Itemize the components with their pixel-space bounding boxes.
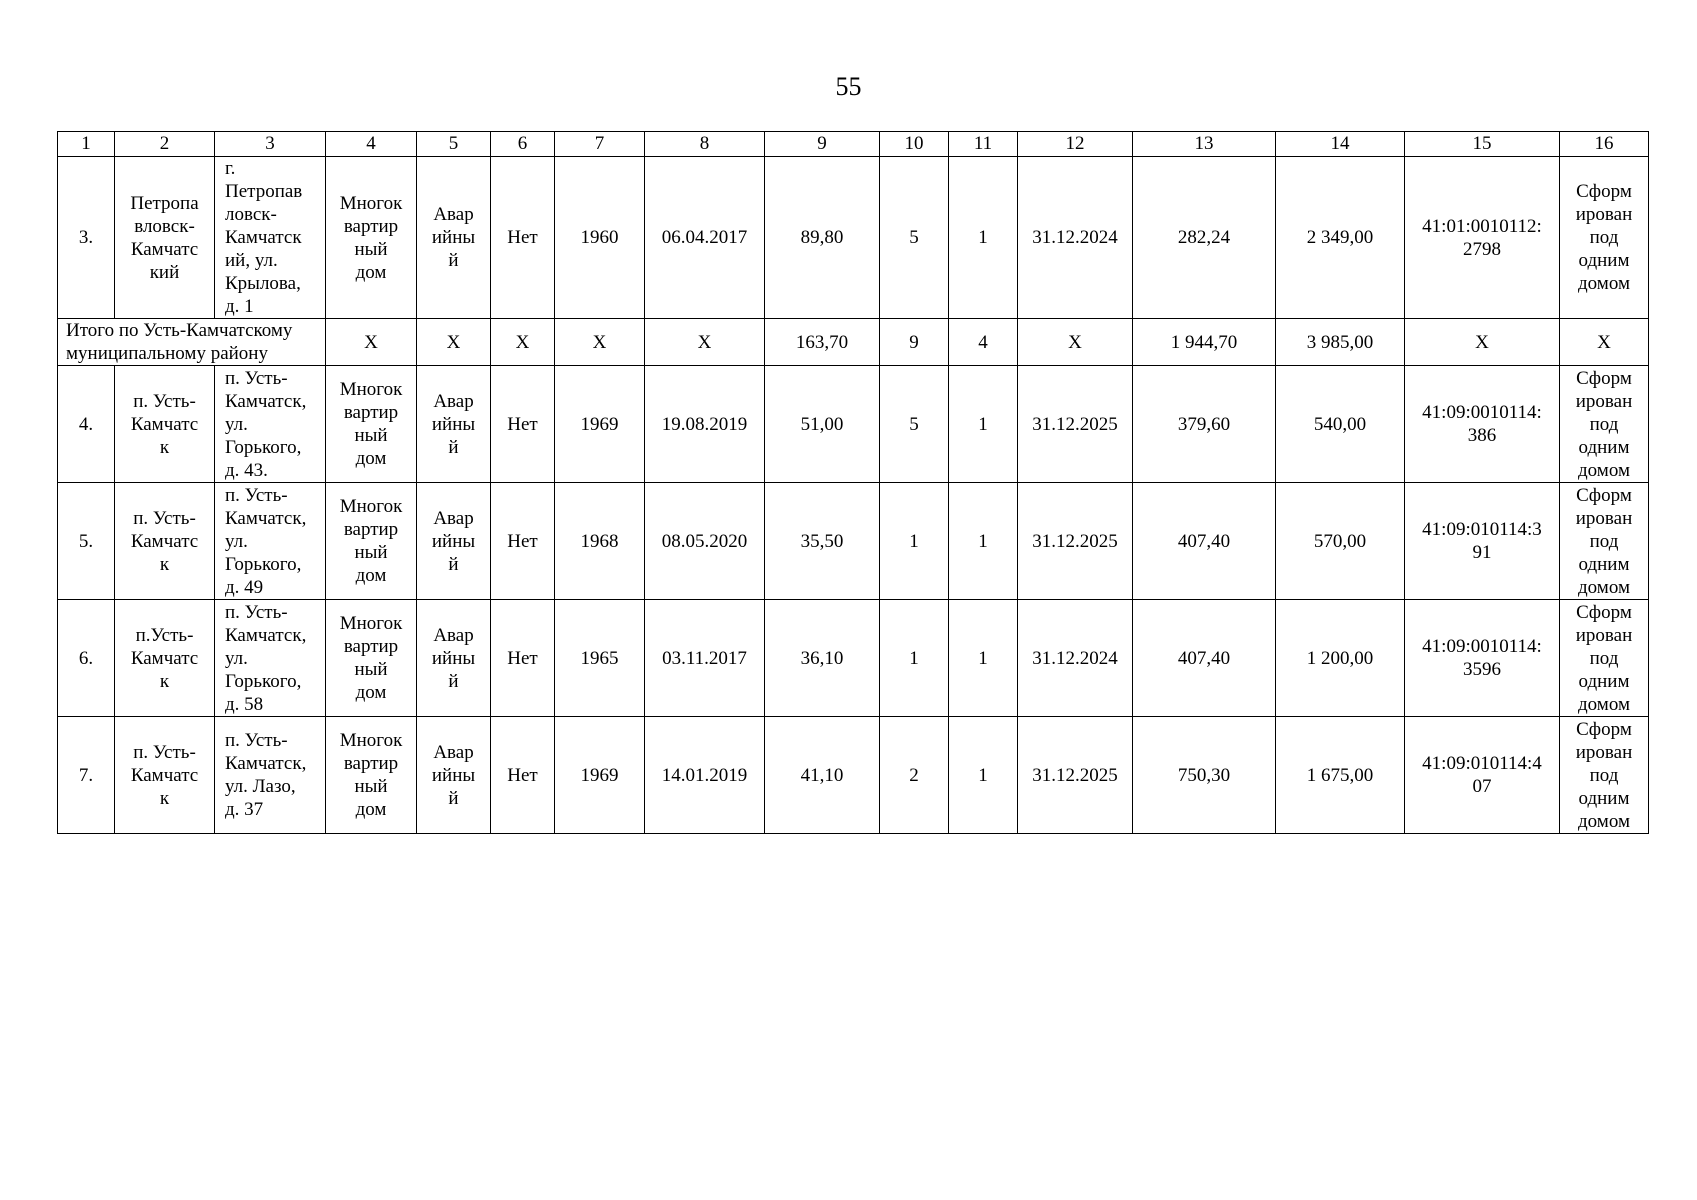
cell-10: 1	[880, 600, 949, 717]
year-cell: 1960	[555, 157, 645, 319]
deadline-cell: 31.12.2025	[1018, 717, 1133, 834]
condition-cell: Авар ийны й	[417, 157, 491, 319]
total-row	[58, 319, 1649, 366]
year-cell: 1968	[555, 483, 645, 600]
cell-6: Нет	[491, 717, 555, 834]
cell-10: 5	[880, 366, 949, 483]
date-cell: 03.11.2017	[645, 600, 765, 717]
land-status-cell: Сформ ирован под одним домом	[1560, 483, 1649, 600]
locality-cell: п. Усть- Камчатс к	[115, 717, 215, 834]
total-cell: 163,70	[765, 319, 880, 366]
cell-6: Нет	[491, 366, 555, 483]
area-cell: 51,00	[765, 366, 880, 483]
deadline-cell: 31.12.2025	[1018, 483, 1133, 600]
cadastral-number-cell: 41:09:010114:4 07	[1405, 717, 1560, 834]
total-label: Итого по Усть-Камчатскому муниципальному району	[58, 319, 326, 366]
land-status-cell: Сформ ирован под одним домом	[1560, 600, 1649, 717]
cell-11: 1	[949, 717, 1018, 834]
year-cell: 1969	[555, 366, 645, 483]
page-number: 55	[835, 72, 862, 101]
total-cell: X	[417, 319, 491, 366]
cell-13: 407,40	[1133, 600, 1276, 717]
total-cell: X	[1018, 319, 1133, 366]
cell-6: Нет	[491, 157, 555, 319]
cadastral-number-cell: 41:09:0010114: 3596	[1405, 600, 1560, 717]
cell-10: 5	[880, 157, 949, 319]
row-number: 5.	[58, 483, 115, 600]
header-cell: 6	[491, 132, 555, 157]
area-cell: 35,50	[765, 483, 880, 600]
year-cell: 1965	[555, 600, 645, 717]
address-cell: г. Петропав ловск- Камчатск ий, ул. Крылова, д. 1	[215, 157, 326, 319]
area-cell: 41,10	[765, 717, 880, 834]
header-cell: 9	[765, 132, 880, 157]
cell-6: Нет	[491, 483, 555, 600]
building-type-cell: Многок вартир ный дом	[326, 366, 417, 483]
row-number: 7.	[58, 717, 115, 834]
housing-table	[57, 131, 1649, 834]
header-cell: 7	[555, 132, 645, 157]
cell-13: 750,30	[1133, 717, 1276, 834]
header-cell: 4	[326, 132, 417, 157]
building-type-cell: Многок вартир ный дом	[326, 157, 417, 319]
locality-cell: п. Усть- Камчатс к	[115, 483, 215, 600]
table-body	[58, 132, 1649, 834]
header-cell: 16	[1560, 132, 1649, 157]
date-cell: 08.05.2020	[645, 483, 765, 600]
date-cell: 06.04.2017	[645, 157, 765, 319]
table-row	[58, 483, 1649, 600]
locality-cell: п. Усть- Камчатс к	[115, 366, 215, 483]
cadastral-number-cell: 41:09:0010114: 386	[1405, 366, 1560, 483]
deadline-cell: 31.12.2024	[1018, 600, 1133, 717]
total-cell: X	[555, 319, 645, 366]
total-cell: 3 985,00	[1276, 319, 1405, 366]
header-cell: 10	[880, 132, 949, 157]
header-row	[58, 132, 1649, 157]
cell-11: 1	[949, 600, 1018, 717]
cell-11: 1	[949, 157, 1018, 319]
address-cell: п. Усть- Камчатск, ул. Горького, д. 43.	[215, 366, 326, 483]
table-row	[58, 366, 1649, 483]
locality-cell: п.Усть- Камчатс к	[115, 600, 215, 717]
header-cell: 14	[1276, 132, 1405, 157]
deadline-cell: 31.12.2024	[1018, 157, 1133, 319]
header-cell: 5	[417, 132, 491, 157]
total-cell: 9	[880, 319, 949, 366]
cell-10: 1	[880, 483, 949, 600]
condition-cell: Авар ийны й	[417, 600, 491, 717]
row-number: 3.	[58, 157, 115, 319]
address-cell: п. Усть- Камчатск, ул. Лазо, д. 37	[215, 717, 326, 834]
cell-14: 1 675,00	[1276, 717, 1405, 834]
land-status-cell: Сформ ирован под одним домом	[1560, 157, 1649, 319]
cell-14: 2 349,00	[1276, 157, 1405, 319]
total-cell: X	[645, 319, 765, 366]
table-row	[58, 157, 1649, 319]
date-cell: 14.01.2019	[645, 717, 765, 834]
total-cell: 1 944,70	[1133, 319, 1276, 366]
land-status-cell: Сформ ирован под одним домом	[1560, 366, 1649, 483]
cell-14: 570,00	[1276, 483, 1405, 600]
total-cell: 4	[949, 319, 1018, 366]
total-cell: X	[491, 319, 555, 366]
header-cell: 11	[949, 132, 1018, 157]
table-row	[58, 600, 1649, 717]
condition-cell: Авар ийны й	[417, 483, 491, 600]
header-cell: 1	[58, 132, 115, 157]
year-cell: 1969	[555, 717, 645, 834]
cadastral-number-cell: 41:09:010114:3 91	[1405, 483, 1560, 600]
total-cell: X	[326, 319, 417, 366]
header-cell: 3	[215, 132, 326, 157]
total-cell: X	[1560, 319, 1649, 366]
header-cell: 12	[1018, 132, 1133, 157]
header-cell: 8	[645, 132, 765, 157]
building-type-cell: Многок вартир ный дом	[326, 483, 417, 600]
cell-13: 407,40	[1133, 483, 1276, 600]
cell-13: 379,60	[1133, 366, 1276, 483]
building-type-cell: Многок вартир ный дом	[326, 600, 417, 717]
cell-13: 282,24	[1133, 157, 1276, 319]
deadline-cell: 31.12.2025	[1018, 366, 1133, 483]
condition-cell: Авар ийны й	[417, 717, 491, 834]
address-cell: п. Усть- Камчатск, ул. Горького, д. 58	[215, 600, 326, 717]
area-cell: 89,80	[765, 157, 880, 319]
table-row	[58, 717, 1649, 834]
cell-11: 1	[949, 483, 1018, 600]
header-cell: 2	[115, 132, 215, 157]
total-cell: X	[1405, 319, 1560, 366]
building-type-cell: Многок вартир ный дом	[326, 717, 417, 834]
cadastral-number-cell: 41:01:0010112: 2798	[1405, 157, 1560, 319]
cell-10: 2	[880, 717, 949, 834]
header-cell: 15	[1405, 132, 1560, 157]
address-cell: п. Усть- Камчатск, ул. Горького, д. 49	[215, 483, 326, 600]
cell-6: Нет	[491, 600, 555, 717]
land-status-cell: Сформ ирован под одним домом	[1560, 717, 1649, 834]
cell-14: 1 200,00	[1276, 600, 1405, 717]
condition-cell: Авар ийны й	[417, 366, 491, 483]
row-number: 4.	[58, 366, 115, 483]
cell-11: 1	[949, 366, 1018, 483]
header-cell: 13	[1133, 132, 1276, 157]
date-cell: 19.08.2019	[645, 366, 765, 483]
locality-cell: Петропа вловск- Камчатс кий	[115, 157, 215, 319]
row-number: 6.	[58, 600, 115, 717]
cell-14: 540,00	[1276, 366, 1405, 483]
area-cell: 36,10	[765, 600, 880, 717]
